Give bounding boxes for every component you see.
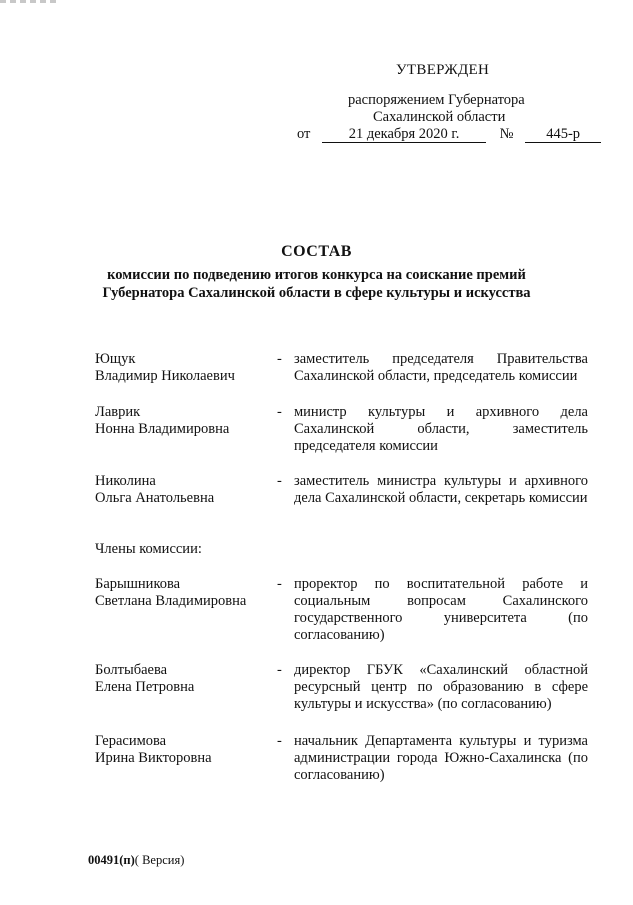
member-surname: Николина [95, 473, 156, 489]
approval-authority: распоряжением Губернатора [348, 92, 525, 108]
from-label: от [297, 126, 311, 142]
member-surname: Барышникова [95, 576, 181, 592]
members-section-label: Члены комиссии: [95, 541, 202, 557]
member-given-names: Елена Петровна [95, 679, 195, 695]
document-subtitle-line1: комиссии по подведению итогов конкурса на соискание премий [107, 267, 526, 283]
approval-number: 445-р [525, 127, 601, 143]
member-name [95, 404, 275, 438]
member-name [95, 473, 275, 507]
member-given-names: Нонна Владимировна [95, 421, 230, 437]
approval-title: УТВЕРЖДЕН [396, 62, 490, 78]
approval-date: 21 декабря 2020 г. [322, 127, 486, 143]
member-given-names: Владимир Николаевич [95, 368, 235, 384]
dash-separator: - [277, 576, 282, 592]
dash-separator: - [277, 473, 282, 489]
member-role: директор ГБУК «Сахалинский областной ресурсный центр по образованию в сфере культуры и искусства» (по согласованию) [294, 662, 588, 712]
member-role: начальник Департамента культуры и туризма администрации города Южно-Сахалинска (по согласованию) [294, 733, 588, 783]
dash-separator: - [277, 404, 282, 420]
member-surname: Герасимова [95, 733, 167, 749]
member-name [95, 733, 275, 767]
member-surname: Болтыбаева [95, 662, 168, 678]
scan-edge-mark [0, 0, 60, 3]
member-surname: Ющук [95, 351, 136, 367]
document-code-number: 00491(п) [88, 853, 135, 867]
member-surname: Лаврик [95, 404, 141, 420]
member-role: министр культуры и архивного дела Сахалинской области, заместитель председателя комиссии [294, 404, 588, 454]
document-version: ( Версия) [134, 853, 185, 867]
dash-separator: - [277, 351, 282, 367]
approval-region: Сахалинской области [373, 109, 506, 125]
member-name [95, 662, 275, 696]
dash-separator: - [277, 662, 282, 678]
document-subtitle-line2: Губернатора Сахалинской области в сфере культуры и искусства [102, 285, 531, 301]
member-given-names: Светлана Владимировна [95, 593, 247, 609]
document-title: СОСТАВ [281, 243, 352, 260]
approval-date-number-line [297, 126, 597, 143]
document-code [88, 852, 184, 869]
member-name [95, 576, 275, 610]
member-role: проректор по воспитательной работе и социальным вопросам Сахалинского государственного университета (по согласованию) [294, 576, 588, 643]
member-role: заместитель министра культуры и архивного дела Сахалинской области, секретарь комиссии [294, 473, 588, 506]
member-given-names: Ирина Викторовна [95, 750, 212, 766]
member-given-names: Ольга Анатольевна [95, 490, 215, 506]
member-name [95, 351, 275, 385]
dash-separator: - [277, 733, 282, 749]
member-role: заместитель председателя Правительства Сахалинской области, председатель комиссии [294, 351, 588, 384]
number-label: № [499, 126, 514, 142]
